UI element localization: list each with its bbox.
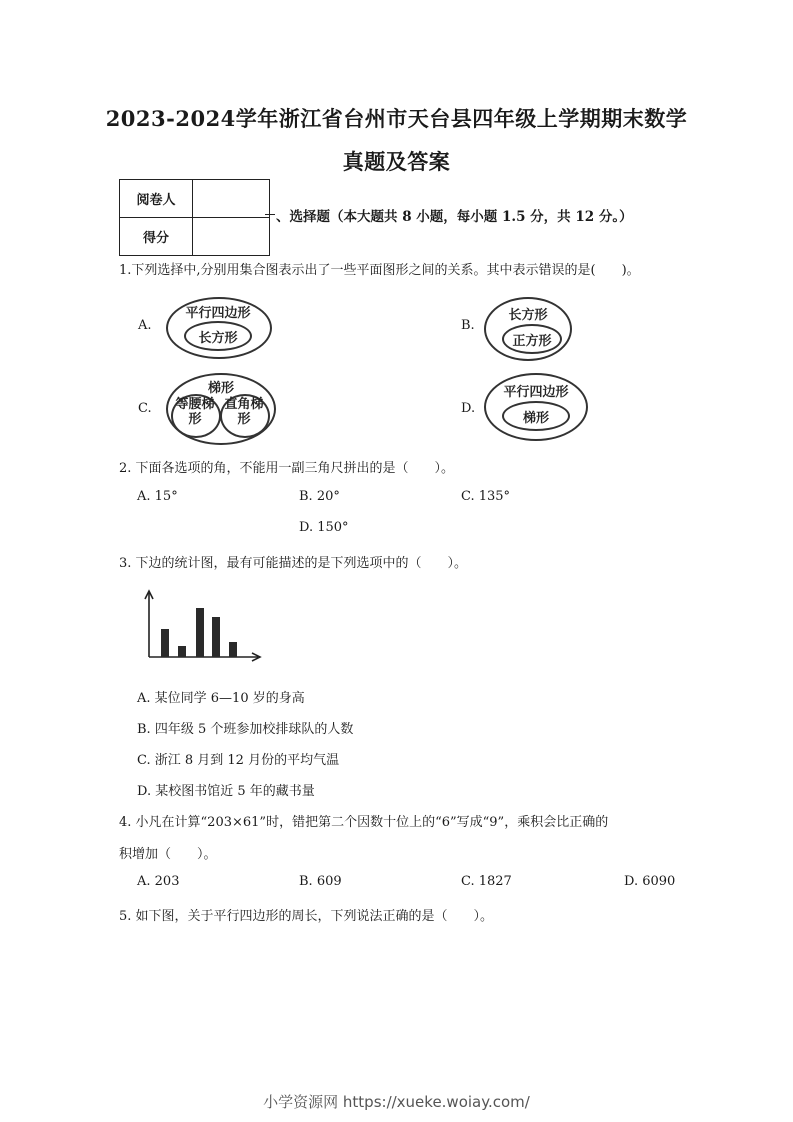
outer-label: 长方形: [508, 308, 548, 323]
q2-option-d: D. 150°: [299, 520, 349, 535]
q4-option-c: C. 1827: [461, 874, 512, 889]
document-title-line2: 真题及答案: [342, 149, 451, 174]
q3-option-b: B. 四年级 5 个班参加校排球队的人数: [137, 722, 354, 737]
question-4-text-line2: 积增加（ ）。: [119, 847, 217, 862]
q2-option-b: B. 20°: [299, 489, 340, 504]
question-4-text-line1: 4. 小凡在计算“203×61”时，错把第二个因数十位上的“6”写成“9”，乘积会比正确的: [119, 815, 609, 830]
bar-chart: [140, 585, 270, 670]
inner-left-label: 等腰梯形: [175, 397, 215, 427]
q4-option-d: D. 6090: [624, 874, 676, 889]
bars: [161, 608, 237, 657]
question-3-text: 3. 下边的统计图，最有可能描述的是下列选项中的（ ）。: [119, 556, 468, 571]
section-heading: 、选择题（本大题共 8 小题，每小题 1.5 分，共 12 分。）: [276, 209, 633, 225]
score-row-reviewer: [120, 180, 270, 218]
question-2-text: 2. 下面各选项的角，不能用一副三角尺拼出的是（ ）。: [119, 461, 455, 476]
footer-watermark: 小学资源网 https://xueke.woiay.com/: [263, 1093, 530, 1111]
score-label: 得分: [120, 218, 193, 256]
q3-option-c: C. 浙江 8 月到 12 月份的平均气温: [137, 753, 340, 768]
q4-option-b: B. 609: [299, 874, 342, 889]
document-title-line1: 2023-2024学年浙江省台州市天台县四年级上学期期末数学: [105, 106, 688, 131]
q2-option-c: C. 135°: [461, 489, 511, 504]
reviewer-label: 阅卷人: [120, 180, 193, 218]
q3-option-a: A. 某位同学 6—10 岁的身高: [137, 691, 305, 706]
q1-option-c-label: C.: [138, 401, 152, 416]
score-row-score: [120, 218, 270, 256]
q1-option-a-label: A.: [138, 318, 152, 333]
question-5-text: 5. 如下图，关于平行四边形的周长，下列说法正确的是（ ）。: [119, 909, 494, 924]
q1-option-d-label: D.: [461, 401, 476, 416]
question-1-text: 1.下列选择中,分别用集合图表示出了一些平面图形之间的关系。其中表示错误的是( )。: [119, 263, 640, 278]
reviewer-value: [193, 180, 270, 218]
inner-label: 正方形: [512, 334, 552, 349]
q4-option-a: A. 203: [137, 874, 180, 889]
inner-label: 长方形: [198, 331, 238, 346]
q3-option-d: D. 某校图书馆近 5 年的藏书量: [137, 784, 315, 799]
outer-label: 梯形: [207, 381, 234, 396]
inner-label: 梯形: [522, 411, 549, 426]
q1-option-b-label: B.: [461, 318, 475, 333]
section-dash: [265, 214, 275, 215]
inner-right-label: 直角梯形: [224, 397, 264, 427]
outer-label: 平行四边形: [503, 385, 569, 400]
score-value: [193, 218, 270, 256]
q2-option-a: A. 15°: [137, 489, 178, 504]
outer-label: 平行四边形: [185, 306, 251, 321]
score-table: [119, 179, 270, 256]
